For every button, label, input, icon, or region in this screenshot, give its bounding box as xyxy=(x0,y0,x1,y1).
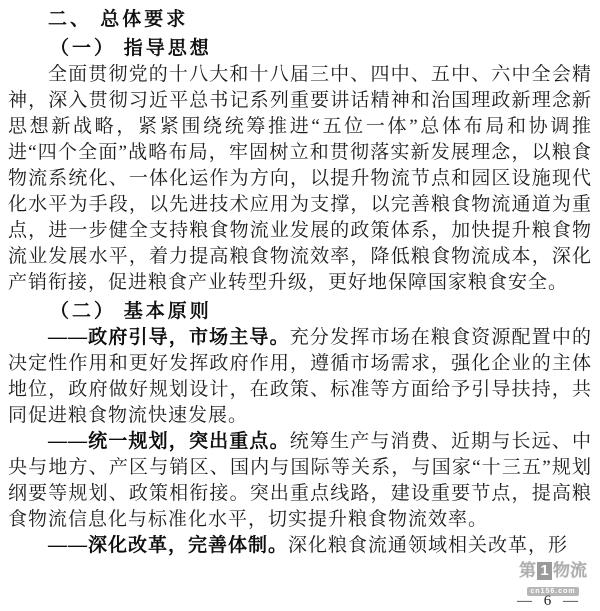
page-number: — 6 — xyxy=(517,593,582,609)
section-heading: 二、 总体要求 xyxy=(48,9,189,30)
watermark-number-block: 1 xyxy=(537,562,552,580)
principle-lead: ——政府引导，市场主导。 xyxy=(48,327,290,348)
watermark-site-url: cn156.com xyxy=(527,587,578,596)
principle-paragraph-government-guidance xyxy=(8,325,592,429)
subsection-heading-guiding-ideology: （一） 指导思想 xyxy=(50,38,212,59)
principle-lead: ——深化改革，完善体制。 xyxy=(48,535,289,556)
principle-lead: ——统一规划，突出重点。 xyxy=(48,431,290,452)
principle-text: 统筹生产与消费、近期与长远、中央与地方、产区与销区、国内与国际等关系，与国家“十三五”规划纲要等规划、政策相衔接。突出重点线路，建设重要节点，提高粮食物流信息化与标准化水平，切实提升粮食物流效率。 xyxy=(8,431,592,530)
principle-paragraph-unified-planning xyxy=(8,429,592,533)
subsection-heading-basic-principles: （二） 基本原则 xyxy=(50,301,212,322)
watermark-brand xyxy=(519,561,587,580)
watermark-brand-suffix: 物流 xyxy=(553,561,587,580)
watermark-brand-prefix: 第 xyxy=(519,561,536,580)
guiding-ideology-paragraph: 全面贯彻党的十八大和十八届三中、四中、五中、六中全会精神，深入贯彻习近平总书记系列重要讲话精神和治国理政新理念新思想新战略，紧紧围绕统筹推进“五位一体”总体布局和协调推进“四个全面”战略布局，牢固树立和贯彻落实新发展理念，以粮食物流系统化、一体化运作为方向，以提升物流节点和园区设施现代化水平为手段，以先进技术应用为支撑，以完善粮食物流通道为重点，进一步健全支持粮食物流业发展的政策体系，加快提升粮食物流业发展水平，着力提高粮食物流效率，降低粮食物流成本，深化产销衔接，促进粮食产业转型升级，更好地保障国家粮食安全。 xyxy=(8,64,592,293)
principle-text: 充分发挥市场在粮食资源配置中的决定性作用和更好发挥政府作用，遵循市场需求，强化企业的主体地位，政府做好规划设计，在政策、标准等方面给予引导扶持，共同促进粮食物流快速发展。 xyxy=(8,327,592,426)
principle-paragraph-deepen-reform xyxy=(8,533,592,559)
principle-text: 深化粮食流通领域相关改革，形 xyxy=(288,535,569,556)
